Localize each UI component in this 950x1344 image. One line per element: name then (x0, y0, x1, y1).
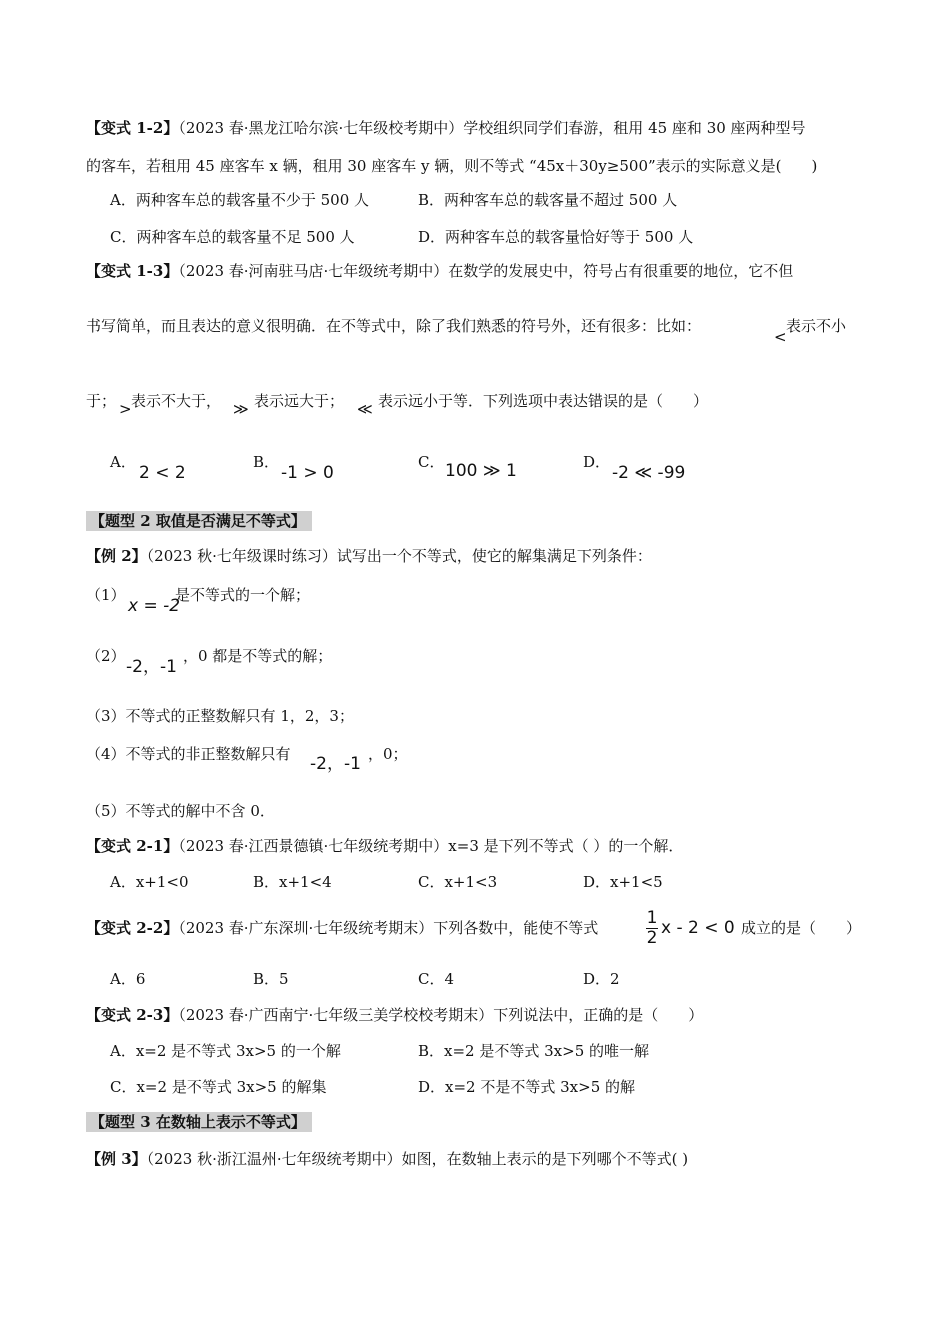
v23-option-c: C．x=2 是不等式 3x>5 的解集 (110, 1078, 327, 1096)
v22-line (86, 918, 598, 938)
condition-5: （5）不等式的解中不含 0． (86, 802, 275, 820)
ex2-tag: 【例 2】 (86, 547, 147, 565)
v23-text: （2023 春·广西南宁·七年级三美学校校考期末）下列说法中，正确的是（ ） (178, 1006, 704, 1024)
v12-option-a: A．两种客车总的载客量不少于 500 人 (110, 191, 370, 209)
condition-1-math: x = -2 (128, 596, 181, 616)
section-header-type3: 【题型 3 在数轴上表示不等式】 (86, 1112, 312, 1132)
condition-1-label: （1） (86, 586, 126, 604)
condition-4-math: -2，-1 (310, 754, 361, 774)
v21-option-d: D．x+1<5 (583, 873, 663, 891)
v13-line1 (86, 261, 793, 281)
v21-tag: 【变式 2-1】 (86, 837, 179, 855)
v23-option-a: A．x=2 是不等式 3x>5 的一个解 (110, 1042, 341, 1060)
ex2-line (86, 546, 652, 566)
v12-line2: 的客车，若租用 45 座客车 x 辆，租用 30 座客车 y 辆，则不等式 “45x＋30y≥500”表示的实际意义是( ) (86, 157, 818, 175)
v21-option-c: C．x+1<3 (418, 873, 498, 891)
v12-option-d: D．两种客车总的载客量恰好等于 500 人 (418, 228, 694, 246)
v23-option-d: D．x=2 不是不等式 3x>5 的解 (418, 1078, 636, 1096)
v22-fraction-numerator: 1 (646, 908, 658, 928)
condition-4-text: ，0； (368, 745, 408, 763)
condition-2-label: （2） (86, 647, 126, 665)
v13-line3-a: 于； (86, 392, 117, 410)
condition-1-text: 是不等式的一个解； (175, 586, 311, 604)
v23-tag: 【变式 2-3】 (86, 1006, 179, 1024)
ex2-text: （2023 秋·七年级课时练习）试写出一个不等式，使它的解集满足下列条件： (146, 547, 652, 565)
v13-option-c-math: 100 ≫ 1 (445, 461, 517, 481)
condition-4-label: （4）不等式的非正整数解只有 (86, 745, 291, 763)
v21-text: （2023 春·江西景德镇·七年级统考期中）x=3 是下列不等式（ ）的一个解． (178, 837, 684, 855)
v21-option-b: B．x+1<4 (253, 873, 332, 891)
v21-option-a: A．x+1<0 (110, 873, 189, 891)
v13-option-c-label: C． (418, 453, 445, 471)
ex3-line (86, 1149, 688, 1169)
v13-line3-b: 表示不大于， (131, 392, 222, 410)
v13-option-a-label: A． (110, 453, 136, 471)
v12-line1 (86, 118, 806, 138)
v22-option-b: B．5 (253, 970, 289, 988)
v12-tag: 【变式 1-2】 (86, 119, 179, 137)
symbol-less-than: < (774, 328, 787, 346)
v13-text-1: （2023 春·河南驻马店·七年级统考期中）在数学的发展史中，符号占有很重要的地位，它不但 (178, 262, 794, 280)
v21-line (86, 836, 683, 856)
v13-option-d-math: -2 ≪ -99 (612, 463, 686, 483)
v13-line3-d: 表示远小于等．下列选项中表达错误的是（ ） (378, 392, 709, 410)
v12-option-b: B．两种客车总的载客量不超过 500 人 (418, 191, 678, 209)
condition-2-math: -2，-1 (126, 657, 177, 677)
v22-tag: 【变式 2-2】 (86, 919, 179, 937)
symbol-greater-than: > (119, 400, 132, 418)
condition-2-text: ，0 都是不等式的解； (183, 647, 333, 665)
v13-line2-end: 表示不小 (786, 317, 847, 335)
v12-text-1: （2023 春·黑龙江哈尔滨·七年级校考期中）学校组织同学们春游，租用 45 座和 30 座两种型号 (178, 119, 806, 137)
v13-line2: 书写简单，而且表达的意义很明确．在不等式中，除了我们熟悉的符号外，还有很多：比如： (86, 317, 702, 335)
v13-option-b-math: -1 > 0 (281, 463, 334, 483)
v23-option-b: B．x=2 是不等式 3x>5 的唯一解 (418, 1042, 650, 1060)
v13-option-b-label: B． (253, 453, 280, 471)
v22-option-d: D．2 (583, 970, 620, 988)
v13-option-d-label: D． (583, 453, 611, 471)
v12-option-c: C．两种客车总的载客量不足 500 人 (110, 228, 355, 246)
section-header-type2: 【题型 2 取值是否满足不等式】 (86, 511, 312, 531)
v13-line3-c: 表示远大于； (254, 392, 345, 410)
v22-option-a: A．6 (110, 970, 146, 988)
symbol-much-greater: ≫ (233, 400, 249, 418)
v13-option-a-math: 2 < 2 (139, 463, 186, 483)
v22-text: （2023 春·广东深圳·七年级统考期末）下列各数中，能使不等式 (178, 919, 599, 937)
v23-line (86, 1005, 703, 1025)
symbol-much-less: ≪ (357, 400, 373, 418)
v22-fraction (646, 910, 658, 947)
v22-text-end: 成立的是（ ） (741, 919, 862, 937)
ex3-text: （2023 秋·浙江温州·七年级统考期中）如图，在数轴上表示的是下列哪个不等式( ) (146, 1150, 689, 1168)
ex3-tag: 【例 3】 (86, 1150, 147, 1168)
condition-3: （3）不等式的正整数解只有 1，2，3； (86, 707, 354, 725)
v22-math: x - 2 < 0 (661, 918, 735, 938)
v22-option-c: C．4 (418, 970, 455, 988)
v22-fraction-denominator: 2 (646, 928, 658, 948)
v13-tag: 【变式 1-3】 (86, 262, 179, 280)
